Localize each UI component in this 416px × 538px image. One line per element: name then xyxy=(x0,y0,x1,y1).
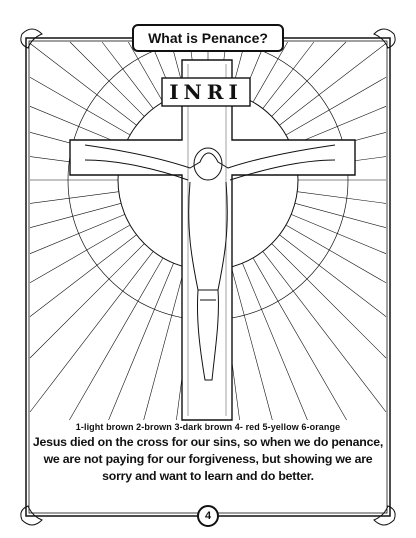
sunburst-ray xyxy=(30,77,130,135)
sunburst-ray xyxy=(242,263,307,420)
sunburst-ray xyxy=(70,42,144,116)
page-title: What is Penance? xyxy=(132,24,284,52)
sunburst-ray xyxy=(286,225,386,283)
sunburst-ray xyxy=(30,244,144,358)
sunburst-ray xyxy=(272,42,346,116)
sunburst-ray xyxy=(231,267,272,420)
sunburst-ray xyxy=(295,203,386,227)
sunburst-ray xyxy=(291,214,386,253)
page-number: 4 xyxy=(197,505,219,527)
inri-sign: INRI xyxy=(169,80,243,104)
sunburst-ray xyxy=(272,244,386,358)
sunburst-ray xyxy=(30,225,130,283)
sunburst-ray xyxy=(253,258,347,420)
sunburst-ray xyxy=(30,203,121,227)
sunburst-ray xyxy=(30,214,125,253)
sunburst-ray xyxy=(69,258,163,420)
sunburst-ray xyxy=(144,267,185,420)
sunburst-ray xyxy=(286,77,386,135)
sunburst-ray xyxy=(263,251,386,412)
sunburst-ray xyxy=(109,263,174,420)
color-legend: 1-light brown 2-brown 3-dark brown 4- red 5-yellow 6-orange xyxy=(75,422,341,432)
sunburst-ray xyxy=(30,192,119,204)
sunburst-ray xyxy=(297,192,386,204)
sunburst-ray xyxy=(30,251,153,412)
caption-text: Jesus died on the cross for our sins, so when we do penance, we are not paying for our forgiveness, but showing we are sorry and want to learn and do better. xyxy=(32,435,384,483)
